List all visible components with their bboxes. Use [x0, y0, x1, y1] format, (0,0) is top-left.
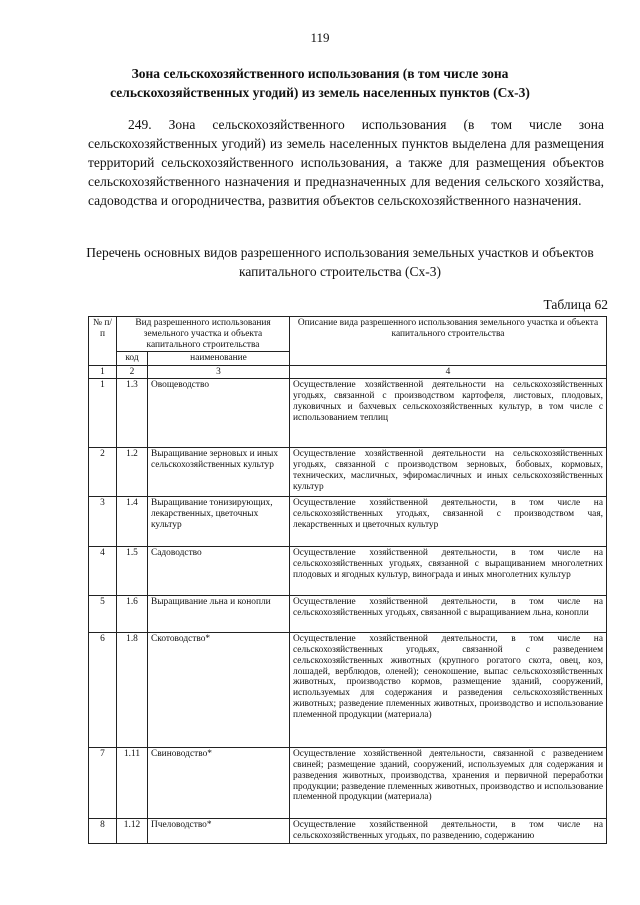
- row-code: 1.12: [117, 819, 148, 844]
- row-code: 1.11: [117, 748, 148, 819]
- table-row: [89, 748, 607, 819]
- index-cell: 1: [89, 366, 117, 379]
- paragraph-249: 249. Зона сельскохозяйственного использования (в том числе зона сельскохозяйственных угодий) из земель населенных пунктов выделена для размещения территорий сельскохозяйственного использования, а также для размещения объектов сельскохозяйственного назначения и предназначенных для ведения сельского хозяйства, садоводства и огородничества, развития объектов сельскохозяйственного назначения.: [88, 117, 604, 208]
- table-row: [89, 379, 607, 448]
- row-num: 3: [89, 497, 117, 547]
- table-row: [89, 547, 607, 596]
- row-name: Скотоводство*: [148, 633, 290, 748]
- list-title: Перечень основных видов разрешенного использования земельных участков и объектов капитального строительства (Сх-3): [86, 245, 594, 279]
- section-title: Зона сельскохозяйственного использования (в том числе зона сельскохозяйственных угодий) из земель населенных пунктов (Сх-3): [110, 66, 530, 100]
- table-row: [89, 633, 607, 748]
- row-name: Выращивание льна и конопли: [148, 596, 290, 633]
- row-desc: Осуществление хозяйственной деятельности, в том числе на сельскохозяйственных угодьях, связанной с выращиванием льна, конопли: [290, 596, 607, 633]
- row-num: 6: [89, 633, 117, 748]
- row-code: 1.8: [117, 633, 148, 748]
- row-num: 7: [89, 748, 117, 819]
- header-code: код: [117, 352, 148, 366]
- header-num: № п/п: [89, 317, 117, 366]
- row-desc: Осуществление хозяйственной деятельности на сельскохозяйственных угодьях, связанной с производством картофеля, листовых, плодовых, луковичных и бахчевых сельскохозяйственных культур, в том числе с использованием теплиц: [290, 379, 607, 448]
- row-name: Выращивание зерновых и иных сельскохозяйственных культур: [148, 448, 290, 497]
- row-name: Свиноводство*: [148, 748, 290, 819]
- table-row: [89, 819, 607, 844]
- header-kind: Вид разрешенного использования земельного участка и объекта капитального строительства: [117, 317, 290, 352]
- row-num: 4: [89, 547, 117, 596]
- row-code: 1.4: [117, 497, 148, 547]
- row-code: 1.3: [117, 379, 148, 448]
- index-row: [89, 366, 607, 379]
- row-name: Пчеловодство*: [148, 819, 290, 844]
- row-code: 1.2: [117, 448, 148, 497]
- row-num: 8: [89, 819, 117, 844]
- row-num: 5: [89, 596, 117, 633]
- row-desc: Осуществление хозяйственной деятельности, в том числе на сельскохозяйственных угодьях, связанной с выращиванием многолетних плодовых и ягодных культур, винограда и иных многолетних культур: [290, 547, 607, 596]
- row-desc: Осуществление хозяйственной деятельности на сельскохозяйственных угодьях, связанной с производством зерновых, бобовых, кормовых, технических, масличных, эфиромасличных и иных сельскохозяйственных культур: [290, 448, 607, 497]
- row-desc: Осуществление хозяйственной деятельности, в том числе на сельскохозяйственных угодьях, связанной с производством чая, лекарственных и цветочных культур: [290, 497, 607, 547]
- row-name: Садоводство: [148, 547, 290, 596]
- row-num: 1: [89, 379, 117, 448]
- table-row: [89, 596, 607, 633]
- row-name: Овощеводство: [148, 379, 290, 448]
- row-desc: Осуществление хозяйственной деятельности, в том числе на сельскохозяйственных угодьях, по разведению, содержанию: [290, 819, 607, 844]
- row-name: Выращивание тонизирующих, лекарственных, цветочных культур: [148, 497, 290, 547]
- header-desc: Описание вида разрешенного использования земельного участка и объекта капитального строительства: [290, 317, 607, 366]
- table-label: Таблица 62: [543, 297, 608, 312]
- page-number: 119: [310, 30, 330, 45]
- row-code: 1.5: [117, 547, 148, 596]
- uses-table: [88, 316, 607, 844]
- table-row: [89, 448, 607, 497]
- row-desc: Осуществление хозяйственной деятельности, связанной с разведением свиней; размещение зданий, сооружений, используемых для содержания и разведения животных, производства, хранения и первичной переработки продукции; разведение племенных животных, производство и использование племенной продукции (материала): [290, 748, 607, 819]
- row-num: 2: [89, 448, 117, 497]
- row-desc: Осуществление хозяйственной деятельности, в том числе на сельскохозяйственных угодьях, связанной с разведением сельскохозяйственных животных (крупного рогатого скота, овец, коз, лошадей, верблюдов, оленей); сенокошение, выпас сельскохозяйственных животных, производство кормов, размещение зданий, сооружений, используемых для содержания и разведения сельскохозяйственных животных; разведение племенных животных, производство и использование племенной продукции (материала): [290, 633, 607, 748]
- row-code: 1.6: [117, 596, 148, 633]
- table-row: [89, 497, 607, 547]
- header-name: наименование: [148, 352, 290, 366]
- index-cell: 2: [117, 366, 148, 379]
- index-cell: 3: [148, 366, 290, 379]
- index-cell: 4: [290, 366, 607, 379]
